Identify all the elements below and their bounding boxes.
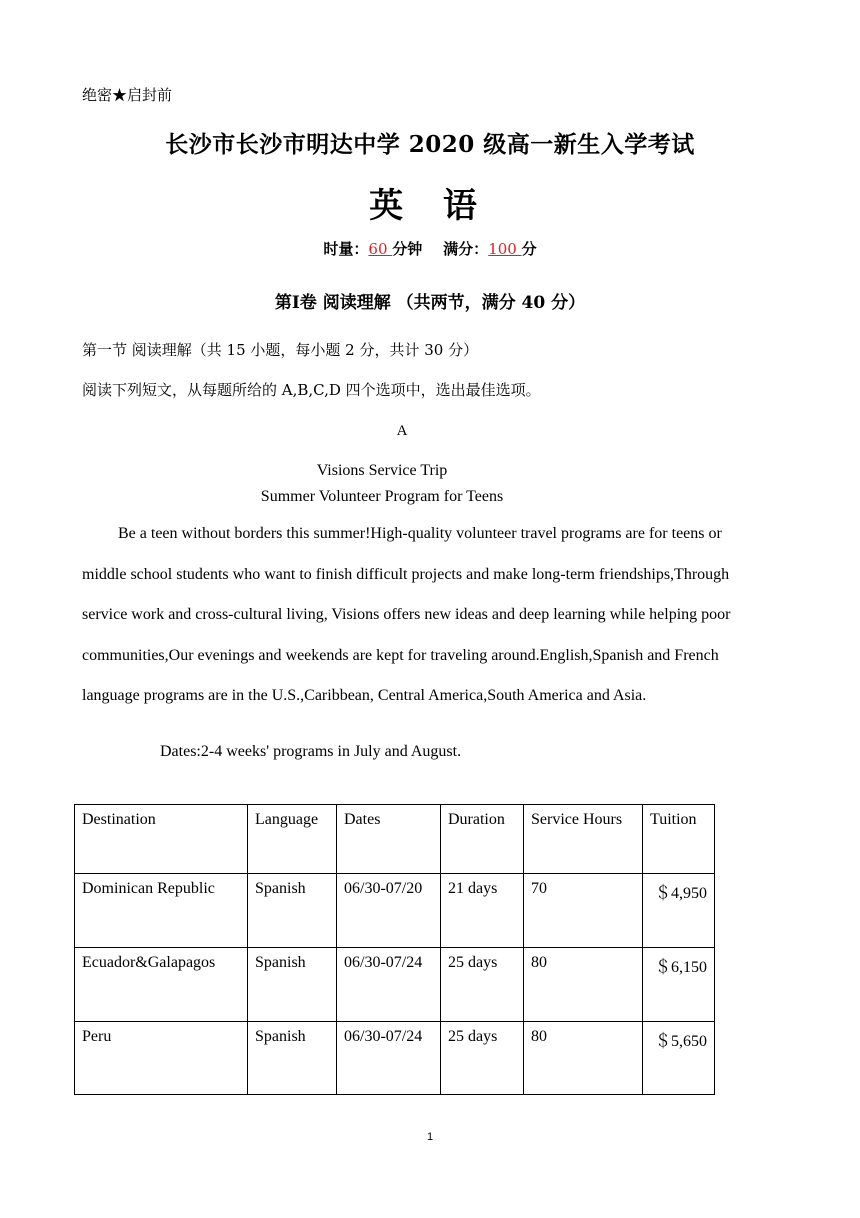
destination-cell: Ecuador&Galapagos — [75, 948, 248, 1022]
passage-subtitle: Summer Volunteer Program for Teens — [260, 488, 504, 505]
dates-cell: 06/30-07/20 — [337, 874, 441, 948]
passage-letter: A — [396, 423, 408, 439]
header-tuition: Tuition — [643, 805, 715, 874]
confidential-label: 绝密★启封前 — [82, 86, 173, 104]
time-value: 60 — [368, 240, 393, 258]
passage-body — [82, 514, 732, 717]
destination-cell: Peru — [75, 1022, 248, 1095]
tuition-cell: ＄6,150 — [643, 948, 715, 1022]
time-unit: 分钟 — [392, 240, 423, 258]
score-value: 100 — [488, 240, 522, 258]
time-score-info — [0, 238, 860, 259]
part-header: 第Ⅰ卷 阅读理解 （共两节，满分 40 分） — [274, 293, 586, 313]
time-label: 时量： — [323, 240, 369, 258]
language-cell: Spanish — [248, 1022, 337, 1095]
header-service-hours: Service Hours — [524, 805, 643, 874]
service-hours-cell: 80 — [524, 1022, 643, 1095]
dates-cell: 06/30-07/24 — [337, 1022, 441, 1095]
table-row — [75, 948, 715, 1022]
table-header-row — [75, 805, 715, 874]
service-hours-cell: 80 — [524, 948, 643, 1022]
section-header: 第一节 阅读理解（共 15 小题，每小题 2 分，共计 30 分） — [82, 341, 479, 359]
duration-cell: 25 days — [441, 1022, 524, 1095]
table-row — [75, 1022, 715, 1095]
header-destination: Destination — [75, 805, 248, 874]
duration-cell: 25 days — [441, 948, 524, 1022]
duration-cell: 21 days — [441, 874, 524, 948]
tuition-cell: ＄4,950 — [643, 874, 715, 948]
page-number: 1 — [426, 1131, 434, 1143]
language-cell: Spanish — [248, 874, 337, 948]
header-dates: Dates — [337, 805, 441, 874]
language-cell: Spanish — [248, 948, 337, 1022]
tuition-cell: ＄5,650 — [643, 1022, 715, 1095]
score-label: 满分： — [443, 240, 489, 258]
destination-cell: Dominican Republic — [75, 874, 248, 948]
passage-title: Visions Service Trip — [316, 462, 448, 479]
instructions: 阅读下列短文，从每题所给的 A,B,C,D 四个选项中，选出最佳选项。 — [82, 381, 541, 399]
passage-paragraph: Be a teen without borders this summer!High-quality volunteer travel programs are for teens or middle school students who want to finish difficult projects and make long-term friendships,Through service work and cross-cultural living, Visions offers new ideas and deep learning while helping poor communities,Our evenings and weekends are kept for traveling around.English,Spanish and French language programs are in the U.S.,Caribbean, Central America,South America and Asia. — [82, 525, 731, 705]
header-language: Language — [248, 805, 337, 874]
table-row — [75, 874, 715, 948]
header-duration: Duration — [441, 805, 524, 874]
score-unit: 分 — [521, 240, 537, 258]
exam-title: 长沙市长沙市明达中学 2020 级高一新生入学考试 — [165, 131, 695, 158]
program-table — [74, 804, 715, 1095]
program-dates: Dates:2-4 weeks' programs in July and August. — [160, 743, 462, 760]
subject-title: 英 语 — [369, 186, 491, 226]
service-hours-cell: 70 — [524, 874, 643, 948]
dates-cell: 06/30-07/24 — [337, 948, 441, 1022]
